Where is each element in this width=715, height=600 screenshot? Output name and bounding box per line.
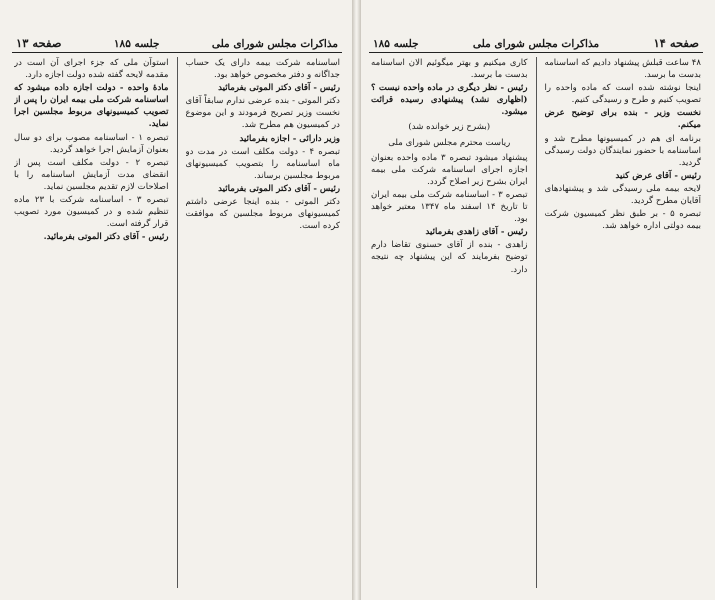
text-paragraph: تبصره ۳ - اساسنامه شرکت با ۲۳ ماده تنظیم شده و در کمیسیون مورد تصویب قرار گرفته است. bbox=[14, 195, 169, 230]
journal-title: مذاکرات مجلس شورای ملی bbox=[211, 38, 338, 50]
text-paragraph: برنامه ای هم در کمیسیونها مطرح شد و اساسنامه با حضور نمایندگان دولت رسیدگی گردید. bbox=[544, 133, 701, 168]
speaker-paragraph: رئیس - آقای زاهدی بفرمائید bbox=[425, 227, 528, 238]
text-paragraph: دکتر الموتی - بنده عرضی ندارم سابقاً آقای نخست وزیر تصریح فرمودند و این موضوع در کمیسیون هم مطرح شد. bbox=[185, 96, 340, 131]
text-paragraph: استوآن ملی که جزء اجرای آن است در مقدمه لایحه گفته شده دولت اجازه دارد. bbox=[14, 58, 169, 81]
column-left bbox=[371, 57, 528, 588]
column-divider bbox=[536, 57, 537, 588]
text-paragraph: کاری میکنیم و بهتر میگوئیم الان اساسنامه بدست ما برسد. bbox=[371, 58, 528, 81]
text-paragraph: تبصره ۱ - اساسنامه مصوب برای دو سال بعنوان آزمایش اجرا خواهد گردید. bbox=[14, 132, 169, 155]
page-14 bbox=[357, 0, 715, 600]
session-number: جلسه ۱۸۵ bbox=[373, 38, 419, 50]
text-paragraph: تبصره ۳ - اساسنامه شرکت ملی بیمه ایران تا تاریخ ۱۴ اسفند ماه ۱۳۴۷ معتبر خواهد بود. bbox=[371, 189, 528, 225]
column-right bbox=[545, 57, 702, 588]
speaker-paragraph: رئیس - آقای دکتر الموتی بفرمائید bbox=[218, 183, 340, 194]
column-divider bbox=[177, 57, 178, 588]
text-paragraph: تبصره ۲ - دولت مکلف است پس از انقضای مدت آزمایش اساسنامه را با اصلاحات لازم تقدیم مجلسین نماید. bbox=[14, 157, 169, 192]
page-number: صفحه ۱۳ bbox=[16, 36, 62, 50]
column-left bbox=[14, 57, 169, 588]
text-paragraph: ریاست محترم مجلس شورای ملی bbox=[388, 137, 511, 148]
book-gutter bbox=[352, 0, 361, 600]
speaker-paragraph: رئیس - آقای عرض کنید bbox=[615, 170, 701, 181]
speaker-paragraph: نخست وزیر - بنده برای توضیح عرض میکنم. bbox=[544, 108, 701, 131]
text-paragraph: زاهدی - بنده از آقای حسنوی تقاضا دارم توضیح بفرمایند که این پیشنهاد چه نتیجه دارد. bbox=[371, 240, 528, 275]
text-paragraph: تبصره ۴ - دولت مکلف است در مدت دو ماه اساسنامه را بتصویب کمیسیونهای مربوط مجلسین برساند. bbox=[185, 146, 340, 181]
text-paragraph: (بشرح زیر خوانده شد) bbox=[408, 122, 491, 133]
page-header bbox=[12, 31, 342, 53]
column-right bbox=[186, 57, 341, 588]
page-number: صفحه ۱۴ bbox=[653, 36, 699, 50]
text-paragraph: اینجا نوشته شده است که ماده واحده را تصویب کنیم و طرح و رسیدگی کنیم. bbox=[544, 83, 701, 106]
speaker-paragraph: رئیس - آقای دکتر الموتی بفرمائید bbox=[218, 83, 340, 94]
speaker-paragraph: رئیس - نظر دیگری در ماده واحده نیست ؟ (اظهاری نشد) پیشنهادی رسیده قرائت میشود. bbox=[371, 83, 528, 118]
text-paragraph: لایحه بیمه ملی رسیدگی شد و پیشنهادهای آقایان مطرح گردید. bbox=[544, 183, 701, 207]
page-13 bbox=[0, 0, 354, 600]
speaker-paragraph: رئیس - آقای دکتر الموتی بفرمائید. bbox=[43, 232, 169, 243]
text-paragraph: پیشنهاد میشود تبصره ۳ ماده واحده بعنوان اجازه اجرای اساسنامه شرکت ملی بیمه ایران بشرح زیر اصلاح گردد. bbox=[371, 152, 528, 187]
text-paragraph: دکتر الموتی - بنده اینجا عرضی داشتم کمیسیونهای مربوط مجلسین که موافقت کرده است. bbox=[185, 197, 340, 232]
text-columns bbox=[371, 57, 701, 588]
text-paragraph: تبصره ۵ - بر طبق نظر کمیسیون شرکت بیمه دولتی اداره خواهد شد. bbox=[544, 209, 701, 232]
text-paragraph: ۴۸ ساعت قبلش پیشنهاد دادیم که اساسنامه بدست ما برسد. bbox=[544, 58, 701, 81]
speaker-paragraph: وزیر دارائی - اجازه بفرمائید bbox=[239, 133, 340, 144]
journal-title: مذاکرات مجلس شورای ملی bbox=[472, 38, 600, 50]
speaker-paragraph: مادۀ واحده - دولت اجازه داده میشود که اساسنامه شرکت ملی بیمه ایران را پس از تصویب کمیسیونهای مربوط مجلسین اجرا نماید. bbox=[14, 83, 169, 130]
text-columns bbox=[14, 57, 340, 588]
page-header bbox=[369, 31, 703, 53]
session-number: جلسه ۱۸۵ bbox=[113, 38, 160, 50]
text-paragraph: اساسنامه شرکت بیمه دارای یک حساب جداگانه و دفتر مخصوص خواهد بود. bbox=[185, 58, 340, 81]
